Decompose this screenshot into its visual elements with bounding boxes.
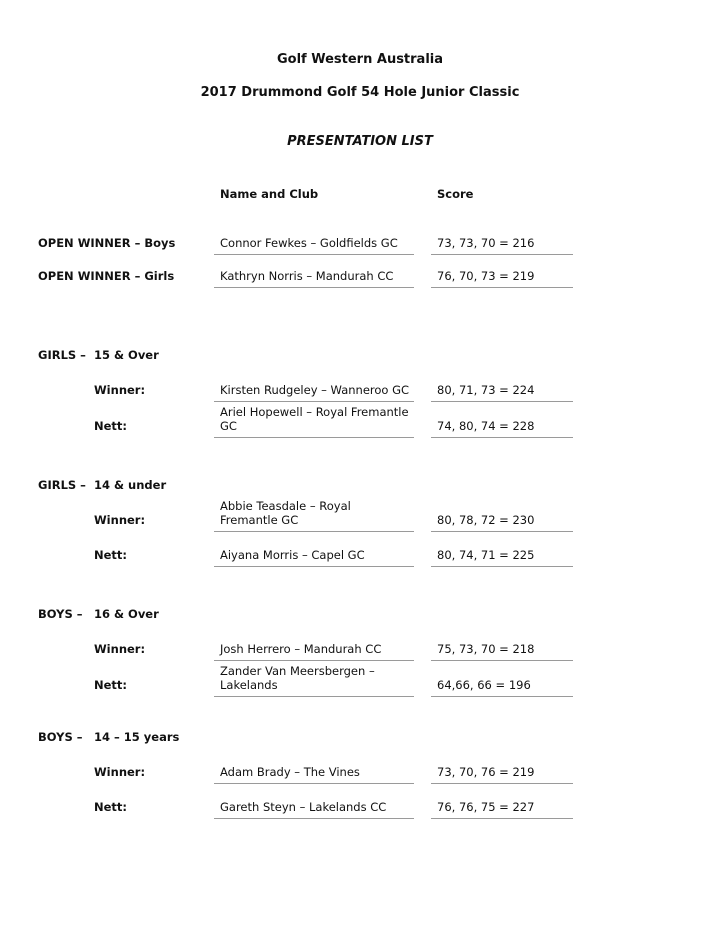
divider — [431, 818, 573, 819]
divider — [214, 566, 414, 567]
winner-score: 80, 71, 73 = 224 — [437, 383, 535, 397]
section-group-label: BOYS – — [38, 607, 83, 621]
divider — [431, 566, 573, 567]
winner-label: Winner: — [94, 383, 146, 397]
winner-score: 75, 73, 70 = 218 — [437, 642, 535, 656]
open-girls-label: OPEN WINNER – Girls — [38, 269, 175, 283]
winner-label: Winner: — [94, 765, 146, 779]
winner-label: Winner: — [94, 513, 146, 527]
section-group-label: BOYS – — [38, 730, 83, 744]
winner-score: 73, 70, 76 = 219 — [437, 765, 535, 779]
open-boys-score: 73, 73, 70 = 216 — [437, 236, 535, 250]
divider — [431, 783, 573, 784]
nett-score: 74, 80, 74 = 228 — [437, 419, 535, 433]
nett-score: 76, 76, 75 = 227 — [437, 800, 535, 814]
nett-name: Zander Van Meersbergen – Lakelands — [220, 664, 375, 692]
section-division-label: 15 & Over — [94, 348, 159, 362]
open-girls-name: Kathryn Norris – Mandurah CC — [220, 269, 394, 283]
nett-name: Ariel Hopewell – Royal Fremantle GC — [220, 405, 409, 433]
winner-name: Adam Brady – The Vines — [220, 765, 360, 779]
presentation-list-title: PRESENTATION LIST — [287, 134, 433, 149]
winner-score: 80, 78, 72 = 230 — [437, 513, 535, 527]
event-title: 2017 Drummond Golf 54 Hole Junior Classic — [200, 85, 520, 100]
open-boys-label: OPEN WINNER – Boys — [38, 236, 176, 250]
divider — [431, 531, 573, 532]
divider — [214, 783, 414, 784]
section-division-label: 16 & Over — [94, 607, 159, 621]
nett-label: Nett: — [94, 548, 128, 562]
nett-score: 80, 74, 71 = 225 — [437, 548, 535, 562]
divider — [431, 287, 573, 288]
section-division-label: 14 – 15 years — [94, 730, 180, 744]
divider — [214, 437, 414, 438]
divider — [431, 660, 573, 661]
nett-label: Nett: — [94, 419, 128, 433]
column-header-score: Score — [437, 187, 474, 201]
nett-label: Nett: — [94, 800, 128, 814]
nett-name: Gareth Steyn – Lakelands CC — [220, 800, 387, 814]
nett-score: 64,66, 66 = 196 — [437, 678, 531, 692]
section-group-label: GIRLS – — [38, 478, 86, 492]
divider — [431, 401, 573, 402]
divider — [431, 437, 573, 438]
section-division-label: 14 & under — [94, 478, 167, 492]
open-girls-score: 76, 70, 73 = 219 — [437, 269, 535, 283]
divider — [214, 531, 414, 532]
divider — [214, 818, 414, 819]
nett-label: Nett: — [94, 678, 128, 692]
divider — [214, 660, 414, 661]
divider — [431, 696, 573, 697]
divider — [214, 287, 414, 288]
divider — [214, 401, 414, 402]
section-group-label: GIRLS – — [38, 348, 86, 362]
open-boys-name: Connor Fewkes – Goldfields GC — [220, 236, 398, 250]
winner-label: Winner: — [94, 642, 146, 656]
organization-title: Golf Western Australia — [276, 52, 444, 67]
winner-name: Kirsten Rudgeley – Wanneroo GC — [220, 383, 410, 397]
winner-name: Josh Herrero – Mandurah CC — [220, 642, 382, 656]
divider — [214, 696, 414, 697]
nett-name: Aiyana Morris – Capel GC — [220, 548, 365, 562]
winner-name: Abbie Teasdale – Royal Fremantle GC — [220, 499, 351, 527]
divider — [214, 254, 414, 255]
column-header-name: Name and Club — [220, 187, 319, 201]
divider — [431, 254, 573, 255]
